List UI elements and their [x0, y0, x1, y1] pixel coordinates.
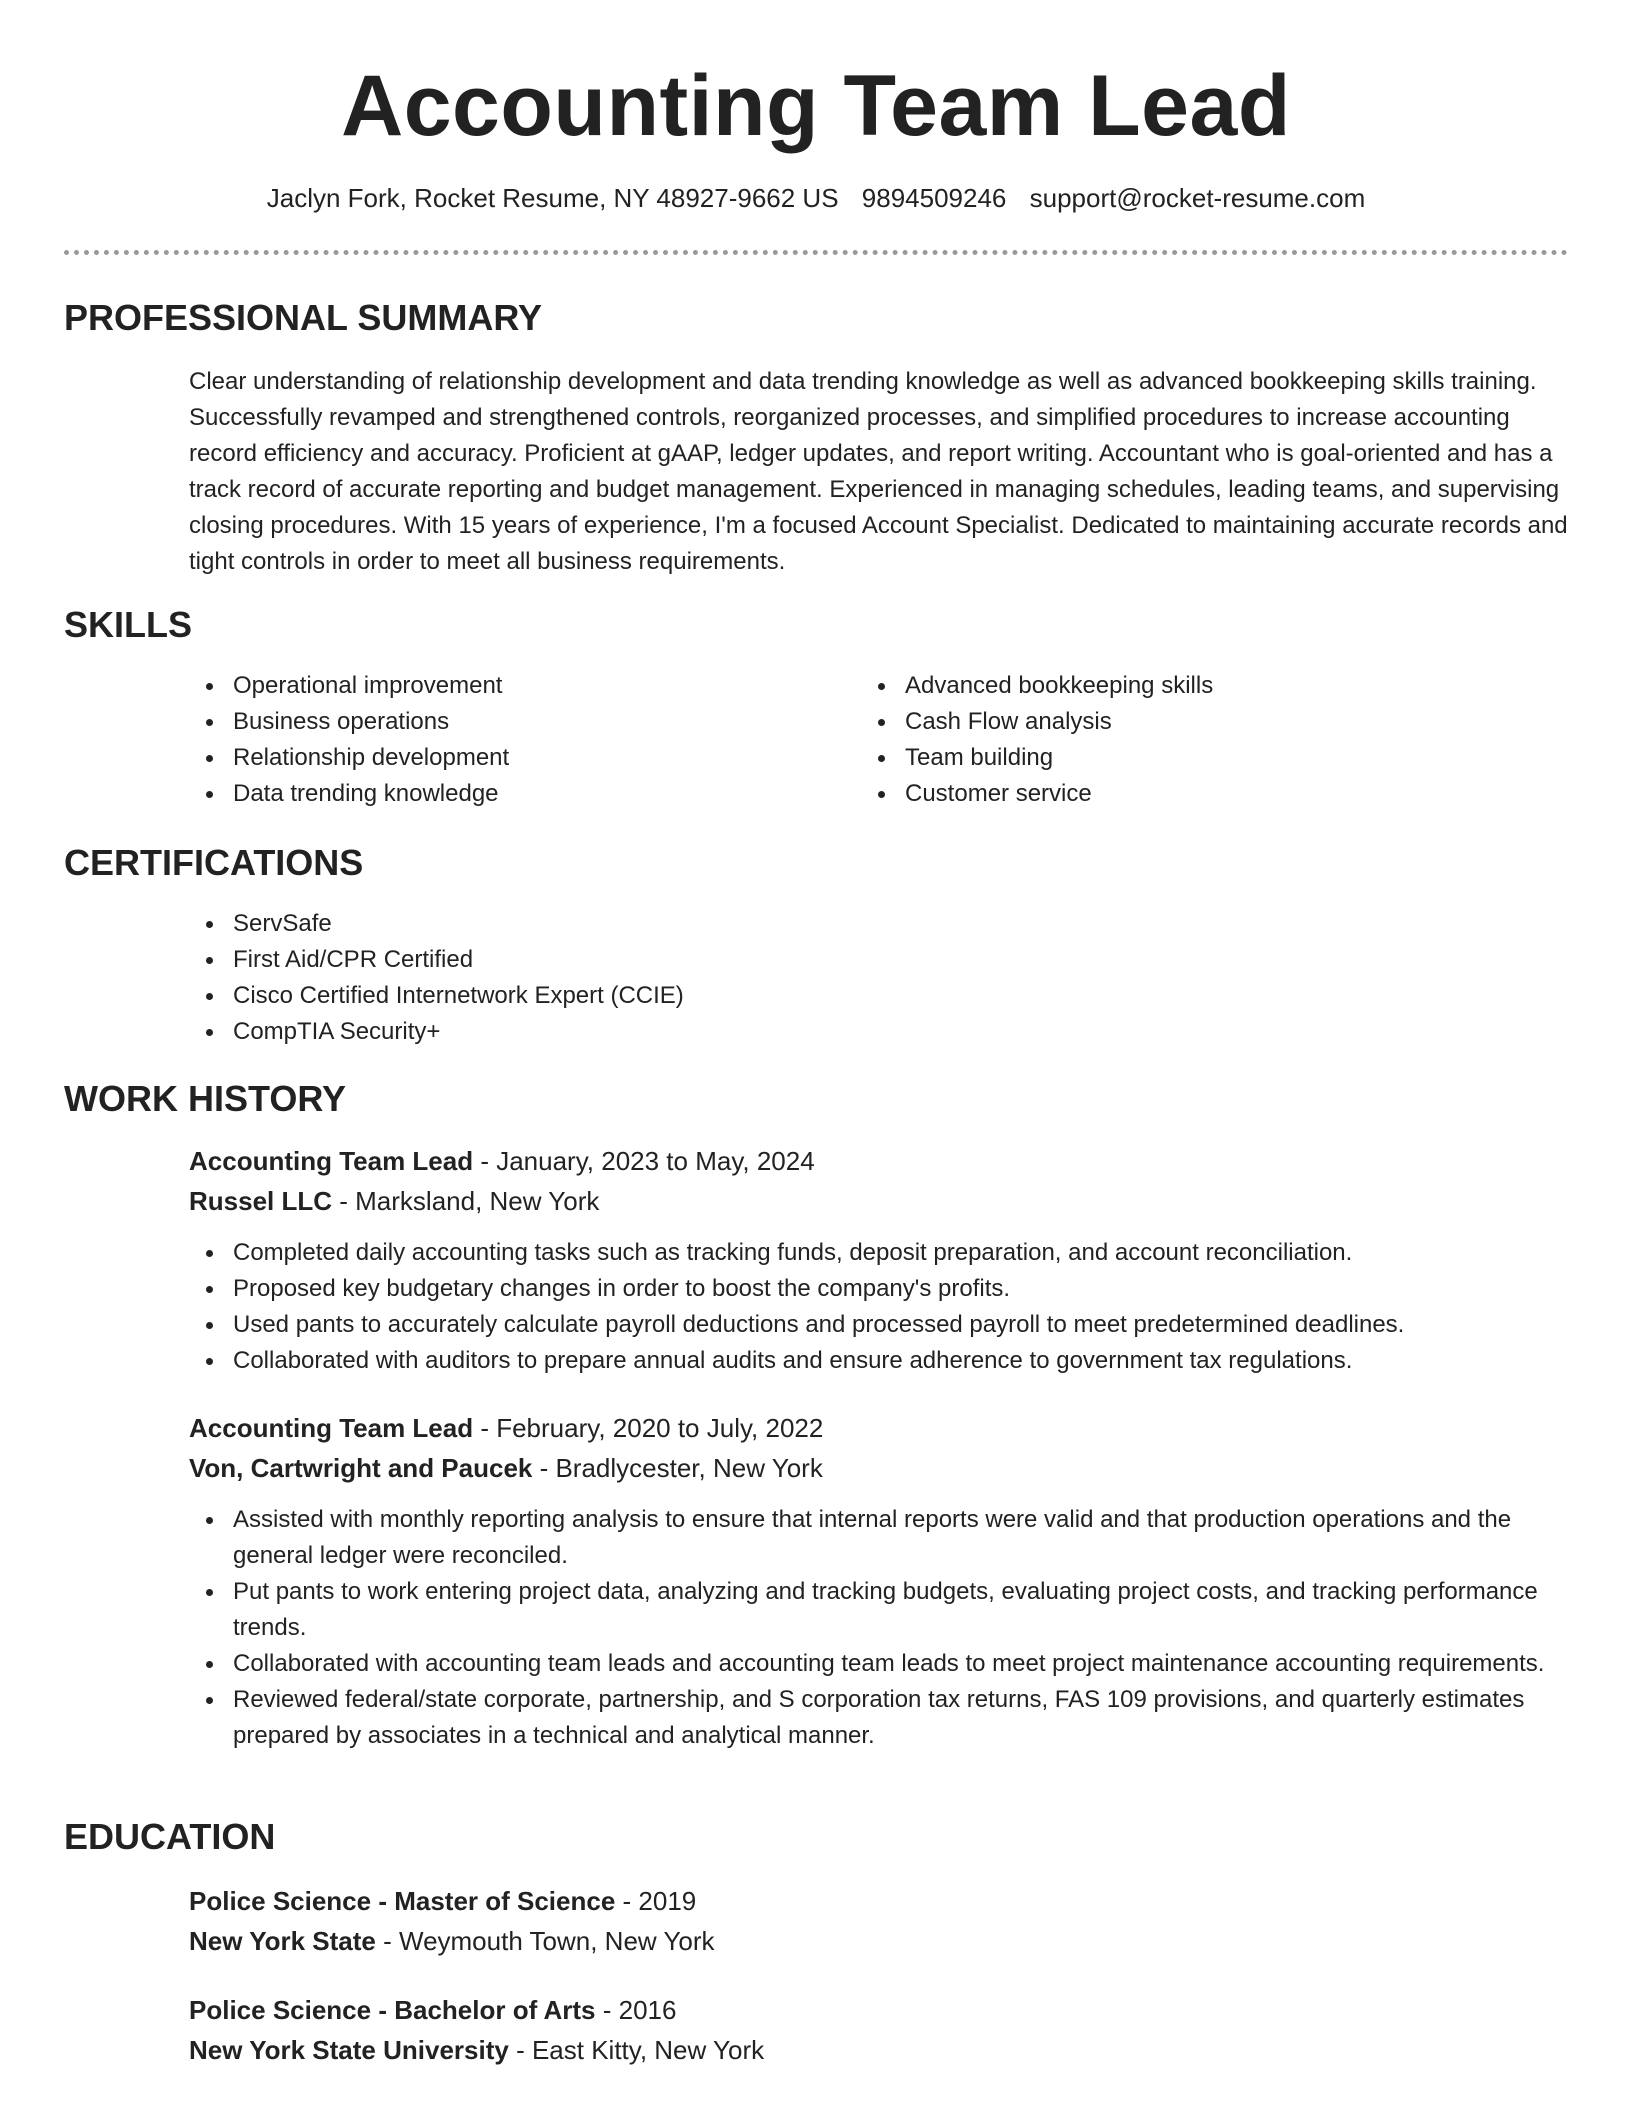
job-company: Russel LLC	[189, 1186, 333, 1216]
list-item: Collaborated with accounting team leads and accounting team leads to meet project maintenance accounting requirements.	[189, 1646, 1569, 1682]
education-degree-line	[189, 1991, 676, 2029]
list-item: Proposed key budgetary changes in order to boost the company's profits.	[189, 1271, 1569, 1307]
list-item: Collaborated with auditors to prepare annual audits and ensure adherence to government tax regulations.	[189, 1343, 1569, 1379]
education-heading: EDUCATION	[64, 1816, 276, 1857]
job-title-line	[189, 1142, 815, 1180]
education-year: - 2016	[595, 1995, 677, 2025]
education-school-line	[189, 1922, 715, 1960]
education-degree: Police Science - Master of Science	[189, 1886, 616, 1916]
list-item: Cisco Certified Internetwork Expert (CCIE)	[189, 978, 1569, 1014]
education-year: - 2019	[615, 1886, 697, 1916]
list-item: Operational improvement	[189, 668, 849, 704]
list-item: Business operations	[189, 704, 849, 740]
list-item: Team building	[861, 740, 1521, 776]
skills-heading: SKILLS	[64, 604, 193, 645]
job-title-line	[189, 1409, 823, 1447]
job-duties-list	[189, 1235, 1569, 1379]
list-item: Customer service	[861, 776, 1521, 812]
skills-list-left	[189, 668, 849, 812]
list-item: CompTIA Security+	[189, 1014, 1569, 1050]
header-divider	[64, 250, 1568, 255]
education-school: New York State University	[189, 2035, 509, 2065]
list-item: Data trending knowledge	[189, 776, 849, 812]
education-school-line	[189, 2031, 764, 2069]
list-item: ServSafe	[189, 906, 1569, 942]
contact-address: Jaclyn Fork, Rocket Resume, NY 48927-9662 US	[266, 183, 839, 213]
skills-list-right	[861, 668, 1521, 812]
education-location: - Weymouth Town, New York	[375, 1926, 715, 1956]
certifications-heading: CERTIFICATIONS	[64, 842, 364, 883]
education-location: - East Kitty, New York	[508, 2035, 765, 2065]
list-item: Completed daily accounting tasks such as tracking funds, deposit preparation, and account reconciliation.	[189, 1235, 1569, 1271]
job-duties-list	[189, 1502, 1569, 1754]
job-title: Accounting Team Lead	[189, 1413, 474, 1443]
education-degree: Police Science - Bachelor of Arts	[189, 1995, 596, 2025]
job-company-line	[189, 1182, 599, 1220]
job-dates: - February, 2020 to July, 2022	[473, 1413, 824, 1443]
summary-text: Clear understanding of relationship development and data trending knowledge as well as advanced bookkeeping skills training. Successfully revamped and strengthened controls, reorganized processes, and simplified procedures to increase accounting record efficiency and accuracy. Proficient at gAAP, ledger updates, and report writing. Accountant who is goal-oriented and has a track record of accurate reporting and budget management. Experienced in managing schedules, leading teams, and supervising closing procedures. With 15 years of experience, I'm a focused Account Specialist. Dedicated to maintaining accurate records and tight controls in order to meet all business requirements.	[189, 368, 1568, 575]
job-company-line	[189, 1449, 823, 1487]
list-item: Advanced bookkeeping skills	[861, 668, 1521, 704]
contact-phone[interactable]: 9894509246	[861, 183, 1007, 213]
certifications-list	[189, 906, 1569, 1050]
contact-email[interactable]: support@rocket-resume.com	[1029, 183, 1366, 213]
list-item: Reviewed federal/state corporate, partnership, and S corporation tax returns, FAS 109 provisions, and quarterly estimates prepared by associates in a technical and analytical manner.	[189, 1682, 1569, 1754]
list-item: First Aid/CPR Certified	[189, 942, 1569, 978]
education-school: New York State	[189, 1926, 376, 1956]
contact-line	[0, 180, 1632, 216]
list-item: Assisted with monthly reporting analysis to ensure that internal reports were valid and that production operations and the general ledger were reconciled.	[189, 1502, 1569, 1574]
job-company: Von, Cartwright and Paucek	[189, 1453, 533, 1483]
list-item: Put pants to work entering project data, analyzing and tracking budgets, evaluating project costs, and tracking performance trends.	[189, 1574, 1569, 1646]
work-history-heading: WORK HISTORY	[64, 1078, 347, 1119]
summary-heading: PROFESSIONAL SUMMARY	[64, 297, 543, 338]
job-location: - Bradlycester, New York	[532, 1453, 823, 1483]
job-dates: - January, 2023 to May, 2024	[473, 1146, 815, 1176]
education-degree-line	[189, 1882, 696, 1920]
list-item: Relationship development	[189, 740, 849, 776]
job-location: - Marksland, New York	[332, 1186, 600, 1216]
list-item: Used pants to accurately calculate payroll deductions and processed payroll to meet predetermined deadlines.	[189, 1307, 1569, 1343]
job-title: Accounting Team Lead	[189, 1146, 474, 1176]
list-item: Cash Flow analysis	[861, 704, 1521, 740]
resume-title: Accounting Team Lead	[341, 58, 1291, 154]
